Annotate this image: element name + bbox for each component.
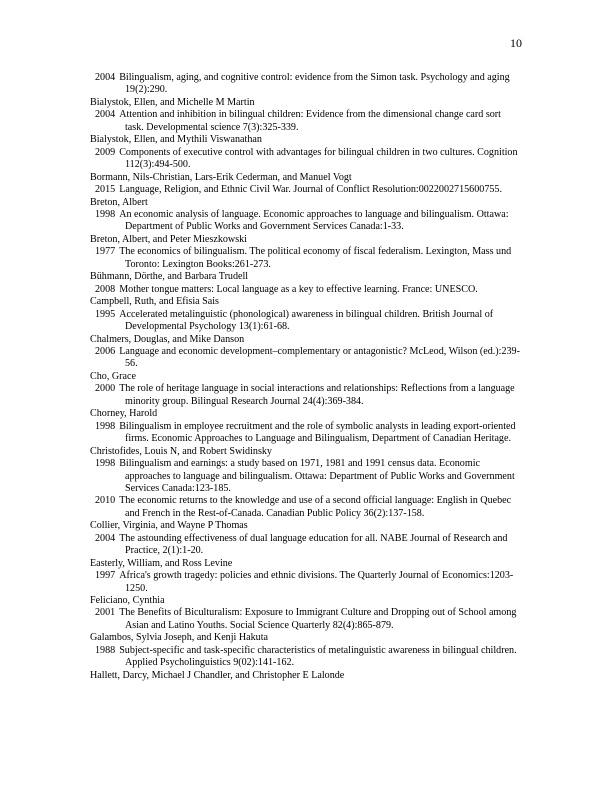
references-list [90,72,522,682]
reference-year: 2015 [95,184,116,196]
reference-year: 1995 [95,308,116,320]
reference-entry [90,147,522,172]
reference-text: The economic returns to the knowledge and use of a second official language: English in Quebec and French in the Rest-of-Canada. Canadian Public Policy 36(2):137-158. [119,495,512,519]
reference-author: Breton, Albert [90,196,148,208]
reference-text: The economics of bilingualism. The political economy of fiscal federalism. Lexington, Mass und Toronto: Lexington Books:261-273. [119,246,512,270]
reference-block [90,134,522,171]
reference-block [90,520,522,557]
reference-entry [90,570,522,595]
reference-year: 1977 [95,246,116,258]
reference-text: The role of heritage language in social interactions and relationships: Reflections from a language minority group. Bilingual Research Journal 24(4):369-384. [119,383,515,407]
reference-entry [90,209,522,234]
reference-year: 2008 [95,283,116,295]
reference-year: 2006 [95,345,116,357]
reference-author: Bialystok, Ellen, and Michelle M Martin [90,96,255,108]
reference-block [90,595,522,632]
reference-text: Mother tongue matters: Local language as a key to effective learning. France: UNESCO. [119,283,478,295]
reference-author: Chalmers, Douglas, and Mike Danson [90,333,245,345]
reference-text: Bilingualism in employee recruitment and the role of symbolic analysts in leading export-oriented firms. Economic Approaches to Language and Bilingualism, Department of Canadian Heritage. [119,420,516,445]
reference-entry [90,607,522,632]
reference-entry [90,184,522,196]
reference-author: Breton, Albert, and Peter Mieszkowski [90,233,247,245]
reference-year: 1998 [95,458,116,470]
reference-entry [90,645,522,670]
reference-entry [90,383,522,408]
reference-author: Christofides, Louis N, and Robert Swidinsky [90,445,272,457]
reference-entry [90,309,522,334]
page-number: 10 [510,36,522,50]
reference-entry [90,346,522,371]
reference-entry [90,495,522,520]
reference-author: Easterly, William, and Ross Levine [90,557,233,569]
reference-text: The astounding effectiveness of dual language education for all. NABE Journal of Research and Practice, 2(1):1-20. [119,532,508,557]
reference-year: 2000 [95,383,116,395]
reference-block [90,408,522,445]
reference-text: Language and economic development–complementary or antagonistic? McLeod, Wilson (ed.):239-56. [119,345,520,370]
reference-author: Chorney, Harold [90,408,158,420]
reference-block [90,446,522,521]
reference-entry [90,72,522,97]
reference-entry [90,246,522,271]
reference-author: Bormann, Nils-Christian, Lars-Erik Cederman, and Manuel Vogt [90,171,352,183]
reference-entry [90,533,522,558]
reference-block [90,97,522,134]
reference-block [90,72,522,97]
reference-block [90,197,522,234]
reference-block [90,558,522,595]
reference-author: Feliciano, Cynthia [90,595,165,607]
reference-year: 2004 [95,109,116,121]
reference-year: 1988 [95,644,116,656]
reference-block [90,271,522,296]
reference-block [90,334,522,371]
reference-entry [90,458,522,495]
reference-text: Bilingualism and earnings: a study based on 1971, 1981 and 1991 census data. Economic approaches to language and bilingualism. Ottawa: Department of Public Works and Government Services Canada:123-185. [119,458,515,494]
reference-author: Collier, Virginia, and Wayne P Thomas [90,520,248,532]
reference-year: 2004 [95,72,116,83]
reference-text: Language, Religion, and Ethnic Civil War. Journal of Conflict Resolution:0022002715600755. [119,184,502,196]
reference-year: 2009 [95,146,116,158]
reference-block [90,371,522,408]
reference-author: Cho, Grace [90,370,136,382]
reference-author: Galambos, Sylvia Joseph, and Kenji Hakuta [90,632,269,644]
reference-text: Africa's growth tragedy: policies and ethnic divisions. The Quarterly Journal of Economics:1203-1250. [119,570,514,594]
reference-text: Attention and inhibition in bilingual children: Evidence from the dimensional change card sort task. Developmental science 7(3):325-339. [119,109,501,133]
reference-text: Bilingualism, aging, and cognitive control: evidence from the Simon task. Psychology and aging 19(2):290. [119,72,510,96]
reference-block [90,670,522,682]
reference-text: Subject-specific and task-specific characteristics of metalinguistic awareness in bilingual children. Applied Psycholinguistics 9(02):141-162. [119,644,517,669]
reference-text: Components of executive control with advantages for bilingual children in two cultures. Cognition 112(3):494-500. [119,146,518,171]
reference-entry [90,421,522,446]
reference-year: 2010 [95,495,116,507]
reference-block [90,234,522,271]
reference-year: 1997 [95,570,116,582]
reference-author: Bialystok, Ellen, and Mythili Viswanathan [90,134,262,146]
reference-block [90,632,522,669]
reference-year: 1998 [95,208,116,220]
reference-author: Campbell, Ruth, and Efisia Sais [90,296,219,308]
reference-year: 1998 [95,420,116,432]
reference-year: 2001 [95,607,116,619]
reference-text: An economic analysis of language. Economic approaches to language and bilingualism. Ottawa: Department of Public Works and Government Services Canada:1-33. [119,208,509,233]
reference-entry [90,284,522,296]
reference-text: Accelerated metalinguistic (phonological) awareness in bilingual children. British Journal of Developmental Psychology 13(1):61-68. [119,308,494,333]
reference-text: The Benefits of Biculturalism: Exposure to Immigrant Culture and Dropping out of School among Asian and Latino Youths. Social Science Quarterly 82(4):865-879. [119,607,517,631]
reference-entry [90,109,522,134]
reference-year: 2004 [95,532,116,544]
reference-author: Hallett, Darcy, Michael J Chandler, and Christopher E Lalonde [90,669,345,681]
reference-block [90,296,522,333]
reference-block [90,172,522,197]
reference-author: Bühmann, Dörthe, and Barbara Trudell [90,271,249,283]
